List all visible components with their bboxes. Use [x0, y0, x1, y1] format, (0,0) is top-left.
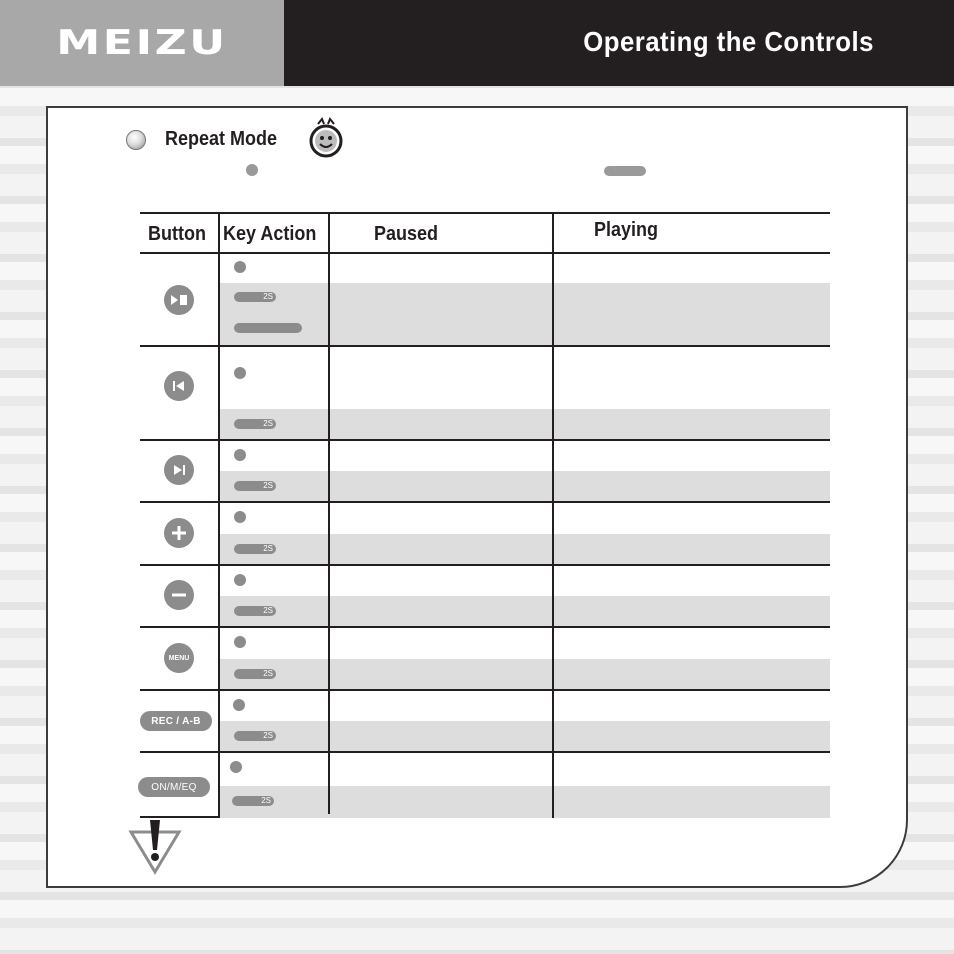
short-press-icon — [234, 367, 246, 379]
short-press-icon — [233, 699, 245, 711]
header-button: Button — [148, 222, 206, 245]
row-shade — [218, 409, 830, 440]
controls-table — [140, 212, 830, 818]
hold-press-icon: 2S — [234, 669, 276, 679]
row-divider — [140, 439, 830, 441]
short-press-icon — [234, 636, 246, 648]
short-press-icon — [234, 261, 246, 273]
content-panel — [46, 106, 908, 888]
header-playing: Playing — [594, 218, 659, 241]
rec-ab-button: REC / A-B — [140, 711, 212, 731]
next-icon — [164, 455, 194, 485]
header-logo-area — [0, 0, 284, 86]
minus-icon — [164, 580, 194, 610]
column-divider — [328, 214, 330, 814]
hold-press-icon: 2S — [234, 481, 276, 491]
row-divider — [140, 751, 830, 753]
menu-icon: MENU — [164, 643, 194, 673]
section-title: Repeat Mode — [165, 128, 278, 150]
short-press-icon — [234, 449, 246, 461]
row-shade — [218, 596, 830, 627]
row-shade — [218, 471, 830, 502]
row-shade — [218, 721, 830, 752]
long-press-legend-icon — [604, 166, 646, 176]
plus-icon — [164, 518, 194, 548]
header-paused: Paused — [374, 222, 439, 245]
row-divider — [140, 345, 830, 347]
row-shade — [218, 534, 830, 565]
hold-press-icon: 2S — [234, 731, 276, 741]
meizu-logo: MEIZU — [56, 23, 228, 63]
row-divider — [140, 252, 830, 254]
header-key-action: Key Action — [223, 222, 317, 245]
column-divider — [218, 214, 220, 818]
short-press-icon — [230, 761, 242, 773]
hold-press-icon: 2S — [234, 544, 276, 554]
row-shade — [218, 283, 830, 345]
row-shade — [218, 659, 830, 690]
row-divider — [140, 564, 830, 566]
short-press-icon — [234, 574, 246, 586]
repeat-mode-smiley-icon — [306, 114, 346, 160]
row-shade — [218, 786, 830, 818]
section-bullet-icon — [126, 130, 146, 150]
column-divider — [552, 214, 554, 818]
page-title: Operating the Controls — [583, 26, 874, 57]
warning-triangle-icon — [128, 818, 182, 876]
row-divider — [140, 501, 830, 503]
previous-icon — [164, 371, 194, 401]
play-pause-icon — [164, 285, 194, 315]
short-press-legend-icon — [246, 164, 258, 176]
long-hold-press-icon — [234, 323, 302, 333]
row-divider — [140, 626, 830, 628]
hold-press-icon: 2S — [234, 606, 276, 616]
hold-press-icon: 2S — [234, 292, 276, 302]
short-press-icon — [234, 511, 246, 523]
on-m-eq-button: ON/M/EQ — [138, 777, 210, 797]
header-title-bar — [284, 0, 954, 86]
hold-press-icon: 2S — [232, 796, 274, 806]
row-divider — [140, 689, 830, 691]
hold-press-icon: 2S — [234, 419, 276, 429]
